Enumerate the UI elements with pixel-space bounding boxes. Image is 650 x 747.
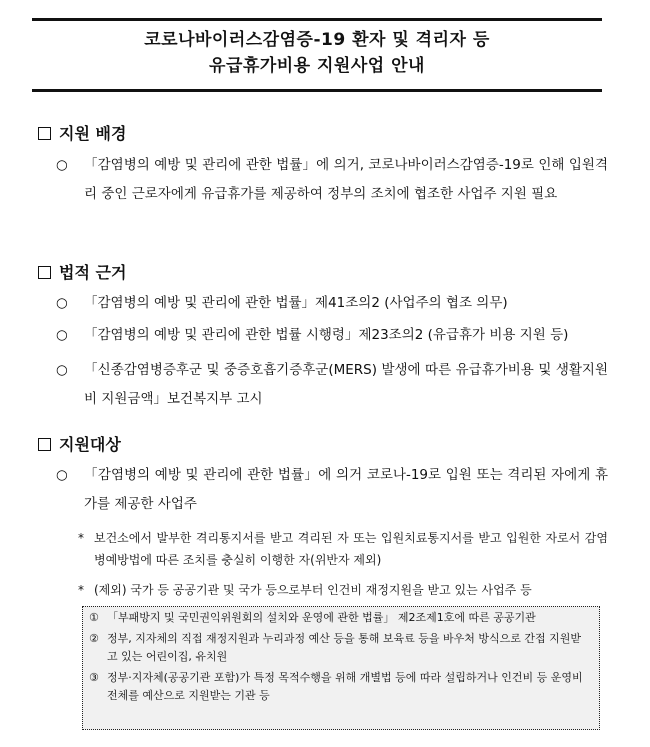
asterisk-icon: * <box>78 531 84 545</box>
circle-bullet-icon: ○ <box>56 295 68 311</box>
circled-number-icon: ② <box>89 632 99 645</box>
circled-number-icon: ③ <box>89 671 99 684</box>
checkbox-square-icon <box>38 127 51 140</box>
bullet-text: 「감염병의 예방 및 관리에 관한 법률」에 의거, 코로나바이러스감염증-19로 인해 입원격리 중인 근로자에게 유급휴가를 제공하여 정부의 조치에 협조한 사업주 지원 필요 <box>84 157 608 202</box>
exclusion-item <box>89 630 591 666</box>
bullet-text: 「감염병의 예방 및 관리에 관한 법률」제41조의2 (사업주의 협조 의무) <box>84 295 508 311</box>
exclusion-text: 정부, 지자체의 직접 재정지원과 누리과정 예산 등을 통해 보육료 등을 바우처 방식으로 간접 지원받고 있는 어린이집, 유치원 <box>107 632 581 663</box>
circled-number-icon: ① <box>89 611 99 624</box>
title-line-2: 유급휴가비용 지원사업 안내 <box>209 56 425 76</box>
bullet-item <box>56 289 608 318</box>
bullet-item <box>56 461 608 519</box>
section-heading-eligibility: 지원대상 <box>38 434 121 456</box>
bullet-text: 「신종감염병증후군 및 중증호흡기증후군(MERS) 발생에 따른 유급휴가비용 및 생활지원비 지원금액」보건복지부 고시 <box>84 362 608 407</box>
checkbox-square-icon <box>38 266 51 279</box>
section-heading-legal-basis: 법적 근거 <box>38 262 126 284</box>
note-item <box>78 579 608 601</box>
note-text: (제외) 국가 등 공공기관 및 국가 등으로부터 인건비 재정지원을 받고 있는 사업주 등 <box>94 583 532 597</box>
circle-bullet-icon: ○ <box>56 467 68 483</box>
title-line-1: 코로나바이러스감염증-19 환자 및 격리자 등 <box>144 30 490 50</box>
title-box <box>32 18 602 92</box>
exclusion-item <box>89 609 591 627</box>
bullet-item <box>56 356 608 414</box>
asterisk-icon: * <box>78 583 84 597</box>
bullet-text: 「감염병의 예방 및 관리에 관한 법률」에 의거 코로나-19로 입원 또는 격리된 자에게 휴가를 제공한 사업주 <box>84 467 608 512</box>
bullet-item <box>56 321 608 350</box>
circle-bullet-icon: ○ <box>56 157 68 173</box>
exclusion-text: 「부패방지 및 국민권익위원회의 설치와 운영에 관한 법률」 제2조제1호에 따른 공공기관 <box>107 611 536 624</box>
bullet-item <box>56 151 608 209</box>
exclusion-item <box>89 669 591 705</box>
note-text: 보건소에서 발부한 격리통지서를 받고 격리된 자 또는 입원치료통지서를 받고 입원한 자로서 감염병예방법에 따른 조치를 충실히 이행한 자(위반자 제외) <box>94 531 608 567</box>
exclusion-box <box>82 606 600 730</box>
bullet-text: 「감염병의 예방 및 관리에 관한 법률 시행령」제23조의2 (유급휴가 비용 지원 등) <box>84 327 569 343</box>
note-item <box>78 527 608 571</box>
exclusion-text: 정부·지자체(공공기관 포함)가 특정 목적수행을 위해 개별법 등에 따라 설립하거나 인건비 등 운영비 전체를 예산으로 지원받는 기관 등 <box>107 671 583 702</box>
checkbox-square-icon <box>38 438 51 451</box>
circle-bullet-icon: ○ <box>56 327 68 343</box>
section-heading-background: 지원 배경 <box>38 123 126 145</box>
circle-bullet-icon: ○ <box>56 362 68 378</box>
